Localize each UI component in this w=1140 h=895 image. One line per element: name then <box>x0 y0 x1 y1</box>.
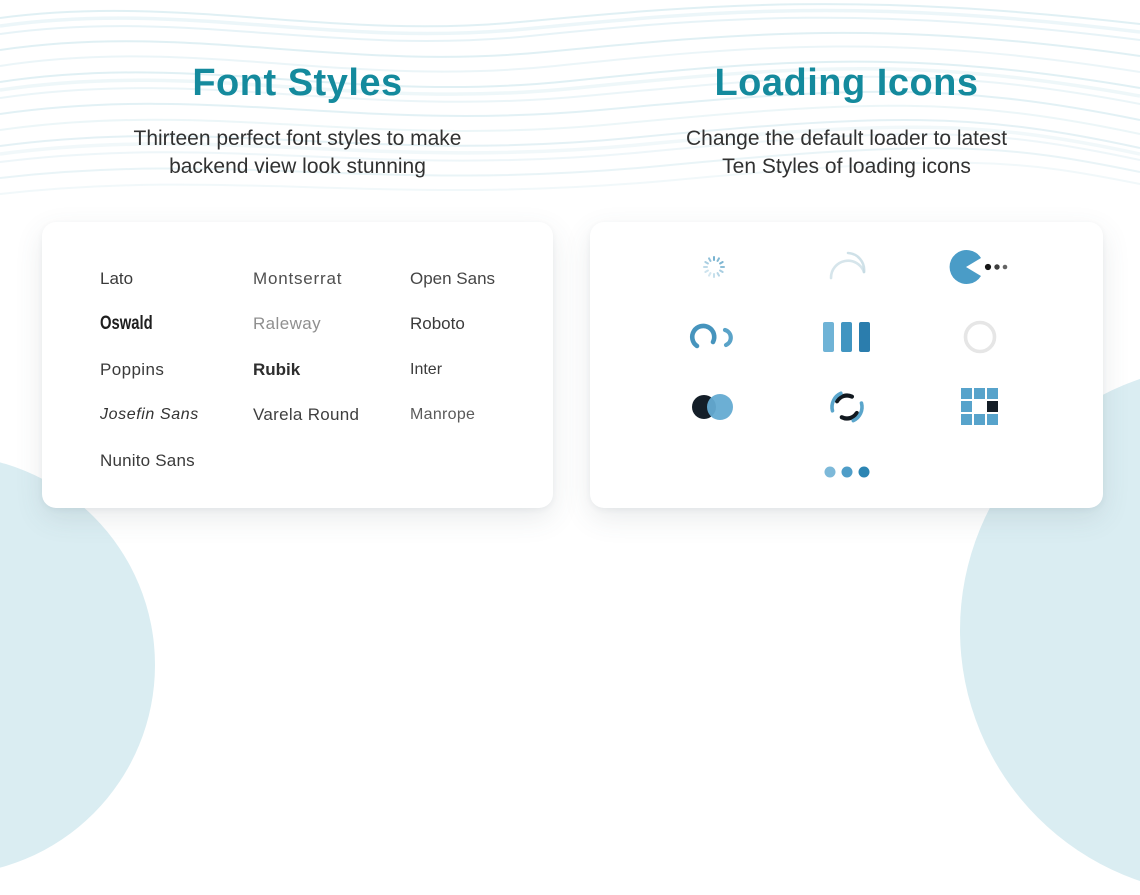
broken-ring-spinner-icon <box>780 372 913 442</box>
bottom-left-circle <box>0 455 155 875</box>
loading-icons-subtitle-line2: Ten Styles of loading icons <box>722 155 971 178</box>
loading-icons-subtitle <box>590 125 1103 181</box>
font-styles-title: Font Styles <box>192 62 403 104</box>
font-item-open-sans: Open Sans <box>410 268 496 288</box>
font-item-josefin-sans: Josefin Sans <box>100 406 199 424</box>
font-item-nunito-sans: Nunito Sans <box>100 450 195 470</box>
three-dots-loader-icon <box>590 442 1103 502</box>
font-item-manrope: Manrope <box>410 406 476 424</box>
font-item-roboto: Roboto <box>410 314 465 334</box>
loading-icons-title: Loading Icons <box>714 62 979 104</box>
loading-icons-card <box>590 222 1103 508</box>
font-item-raleway: Raleway <box>253 314 321 334</box>
double-arc-spinner-icon <box>647 302 780 372</box>
font-item-poppins: Poppins <box>100 359 165 379</box>
pacman-loader-icon <box>913 232 1046 302</box>
font-styles-section-header <box>42 62 553 181</box>
dual-ball-loader-icon <box>647 372 780 442</box>
font-item-varela-round: Varela Round <box>253 405 360 425</box>
font-styles-subtitle <box>42 125 553 181</box>
font-item-lato: Lato <box>100 268 134 288</box>
square-grid-loader-icon <box>913 372 1046 442</box>
loading-icons-subtitle-line1: Change the default loader to latest <box>685 127 1008 150</box>
arc-spinner-icon <box>780 232 913 302</box>
font-item-oswald: Oswald <box>100 313 153 335</box>
bars-loader-icon <box>780 302 913 372</box>
loader-grid <box>647 232 1046 442</box>
font-list <box>100 256 553 484</box>
font-item-inter: Inter <box>410 360 443 378</box>
ring-loader-icon <box>913 302 1046 372</box>
font-item-rubik: Rubik <box>253 359 301 379</box>
font-styles-card <box>42 222 553 508</box>
font-item-montserrat: Montserrat <box>253 268 343 288</box>
spokes-spinner-icon <box>647 232 780 302</box>
font-styles-subtitle-line1: Thirteen perfect font styles to make <box>133 127 462 150</box>
loading-icons-section-header <box>590 62 1103 181</box>
font-styles-subtitle-line2: backend view look stunning <box>169 155 426 178</box>
